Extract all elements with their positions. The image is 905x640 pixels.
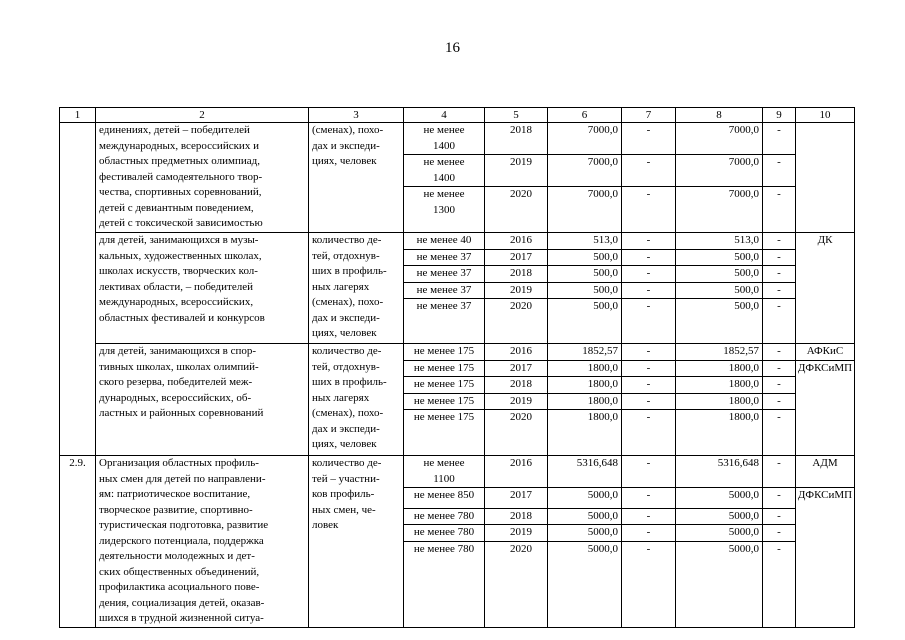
year-cell: 2016	[485, 456, 548, 488]
amount-total: 5316,648	[548, 456, 622, 488]
year-cell: 2019	[485, 525, 548, 542]
amount-total: 1800,0	[548, 377, 622, 394]
indicator-description: количество де- тей – участни- ков профиль- ных смен, че- ловек	[309, 456, 404, 628]
amount-other: -	[763, 508, 796, 525]
header-cell: 4	[404, 108, 485, 123]
amount-other: -	[763, 377, 796, 394]
amount-regional: 1852,57	[676, 344, 763, 361]
amount-total: 1800,0	[548, 360, 622, 377]
amount-regional: 5000,0	[676, 541, 763, 627]
amount-federal: -	[622, 525, 676, 542]
year-cell: 2017	[485, 360, 548, 377]
amount-other: -	[763, 488, 796, 509]
amount-federal: -	[622, 155, 676, 187]
amount-federal: -	[622, 187, 676, 233]
indicator-value: не менее 37	[404, 282, 485, 299]
table-row	[60, 456, 855, 488]
amount-total: 7000,0	[548, 123, 622, 155]
year-cell: 2019	[485, 155, 548, 187]
executor-cell: ДФКСиМП	[796, 488, 855, 628]
year-cell: 2016	[485, 233, 548, 250]
executor-cell: ДФКСиМП	[796, 360, 855, 456]
measure-description: единениях, детей – победителей международных, всероссийских и областных предметных олимпиад, фестивалей самодеятельного твор- чества, спортивных соревнований, детей с девиантным поведением, детей с токсической зависимостью	[96, 123, 309, 233]
amount-federal: -	[622, 344, 676, 361]
header-cell: 7	[622, 108, 676, 123]
amount-federal: -	[622, 249, 676, 266]
header-cell: 2	[96, 108, 309, 123]
header-cell: 8	[676, 108, 763, 123]
amount-total: 500,0	[548, 299, 622, 344]
amount-regional: 5316,648	[676, 456, 763, 488]
amount-other: -	[763, 360, 796, 377]
amount-regional: 500,0	[676, 282, 763, 299]
amount-total: 7000,0	[548, 187, 622, 233]
indicator-value: не менее 780	[404, 508, 485, 525]
header-cell: 10	[796, 108, 855, 123]
amount-federal: -	[622, 508, 676, 525]
amount-total: 500,0	[548, 282, 622, 299]
amount-other: -	[763, 187, 796, 233]
row-number-cell	[60, 123, 96, 456]
amount-total: 5000,0	[548, 508, 622, 525]
amount-other: -	[763, 155, 796, 187]
indicator-value: не менее 37	[404, 266, 485, 283]
amount-federal: -	[622, 393, 676, 410]
year-cell: 2020	[485, 187, 548, 233]
amount-regional: 1800,0	[676, 377, 763, 394]
amount-regional: 1800,0	[676, 393, 763, 410]
amount-federal: -	[622, 282, 676, 299]
year-cell: 2020	[485, 410, 548, 456]
year-cell: 2019	[485, 393, 548, 410]
amount-federal: -	[622, 266, 676, 283]
amount-regional: 5000,0	[676, 525, 763, 542]
amount-other: -	[763, 393, 796, 410]
row-number-cell: 2.9.	[60, 456, 96, 628]
indicator-value: не менее 1400	[404, 123, 485, 155]
year-cell: 2019	[485, 282, 548, 299]
amount-regional: 5000,0	[676, 488, 763, 509]
indicator-value: не менее 175	[404, 377, 485, 394]
amount-regional: 1800,0	[676, 410, 763, 456]
executor-cell: АФКиС	[796, 344, 855, 361]
amount-total: 1852,57	[548, 344, 622, 361]
amount-federal: -	[622, 541, 676, 627]
year-cell: 2018	[485, 377, 548, 394]
amount-regional: 500,0	[676, 266, 763, 283]
amount-other: -	[763, 233, 796, 250]
amount-other: -	[763, 282, 796, 299]
header-cell: 5	[485, 108, 548, 123]
indicator-description: количество де- тей, отдохнув- ших в профиль- ных лагерях (сменах), похо- дах и экспеди- циях, человек	[309, 233, 404, 344]
year-cell: 2016	[485, 344, 548, 361]
amount-total: 500,0	[548, 249, 622, 266]
header-cell: 1	[60, 108, 96, 123]
amount-regional: 7000,0	[676, 187, 763, 233]
amount-total: 1800,0	[548, 393, 622, 410]
year-cell: 2018	[485, 266, 548, 283]
amount-other: -	[763, 344, 796, 361]
executor-cell	[796, 123, 855, 233]
program-table	[59, 107, 855, 628]
indicator-value: не менее 40	[404, 233, 485, 250]
amount-regional: 7000,0	[676, 123, 763, 155]
amount-total: 1800,0	[548, 410, 622, 456]
indicator-description: (сменах), похо- дах и экспеди- циях, человек	[309, 123, 404, 233]
amount-other: -	[763, 249, 796, 266]
amount-other: -	[763, 456, 796, 488]
executor-cell: АДМ	[796, 456, 855, 488]
year-cell: 2018	[485, 508, 548, 525]
indicator-description: количество де- тей, отдохнув- ших в профиль- ных лагерях (сменах), похо- дах и экспеди- циях, человек	[309, 344, 404, 456]
year-cell: 2020	[485, 299, 548, 344]
amount-regional: 500,0	[676, 299, 763, 344]
indicator-value: не менее 780	[404, 525, 485, 542]
year-cell: 2020	[485, 541, 548, 627]
amount-federal: -	[622, 456, 676, 488]
indicator-value: не менее 780	[404, 541, 485, 627]
measure-description: для детей, занимающихся в спор- тивных школах, школах олимпий- ского резерва, победителей меж- дународных, всероссийских, об- ластных и районных соревнований	[96, 344, 309, 456]
amount-other: -	[763, 410, 796, 456]
measure-description: для детей, занимающихся в музы- кальных, художественных школах, школах искусств, творческих кол- лективах области, – победителей международных, всероссийских, областных фестивалей и конкурсов	[96, 233, 309, 344]
indicator-value: не менее 175	[404, 360, 485, 377]
amount-federal: -	[622, 123, 676, 155]
indicator-value: не менее 37	[404, 249, 485, 266]
table-row	[60, 233, 855, 250]
amount-regional: 500,0	[676, 249, 763, 266]
amount-federal: -	[622, 377, 676, 394]
amount-regional: 1800,0	[676, 360, 763, 377]
amount-federal: -	[622, 360, 676, 377]
amount-federal: -	[622, 299, 676, 344]
indicator-value: не менее 1400	[404, 155, 485, 187]
year-cell: 2017	[485, 488, 548, 509]
amount-other: -	[763, 525, 796, 542]
amount-other: -	[763, 299, 796, 344]
indicator-value: не менее 175	[404, 393, 485, 410]
indicator-value: не менее 850	[404, 488, 485, 509]
page-number: 16	[445, 40, 460, 56]
amount-total: 7000,0	[548, 155, 622, 187]
amount-other: -	[763, 123, 796, 155]
amount-total: 500,0	[548, 266, 622, 283]
executor-cell: ДК	[796, 233, 855, 344]
indicator-value: не менее 1100	[404, 456, 485, 488]
amount-total: 5000,0	[548, 488, 622, 509]
amount-regional: 513,0	[676, 233, 763, 250]
indicator-value: не менее 37	[404, 299, 485, 344]
amount-regional: 5000,0	[676, 508, 763, 525]
amount-regional: 7000,0	[676, 155, 763, 187]
amount-federal: -	[622, 410, 676, 456]
amount-total: 5000,0	[548, 525, 622, 542]
header-cell: 6	[548, 108, 622, 123]
measure-description: Организация областных профиль- ных смен для детей по направлени- ям: патриотическое воспитание, творческое развитие, спортивно- туристическая подготовка, развитие лидерского потенциала, поддержка деятельности молодежных и дет- ских общественных объединений, профилактика асоциального пове- дения, социализация детей, оказав- шихся в трудной жизненной ситуа-	[96, 456, 309, 628]
indicator-value: не менее 175	[404, 410, 485, 456]
amount-federal: -	[622, 233, 676, 250]
amount-other: -	[763, 266, 796, 283]
amount-total: 513,0	[548, 233, 622, 250]
amount-federal: -	[622, 488, 676, 509]
table-row	[60, 123, 855, 155]
header-cell: 3	[309, 108, 404, 123]
header-row	[60, 108, 855, 123]
header-cell: 9	[763, 108, 796, 123]
indicator-value: не менее 1300	[404, 187, 485, 233]
amount-total: 5000,0	[548, 541, 622, 627]
amount-other: -	[763, 541, 796, 627]
table-row	[60, 344, 855, 361]
year-cell: 2017	[485, 249, 548, 266]
year-cell: 2018	[485, 123, 548, 155]
indicator-value: не менее 175	[404, 344, 485, 361]
